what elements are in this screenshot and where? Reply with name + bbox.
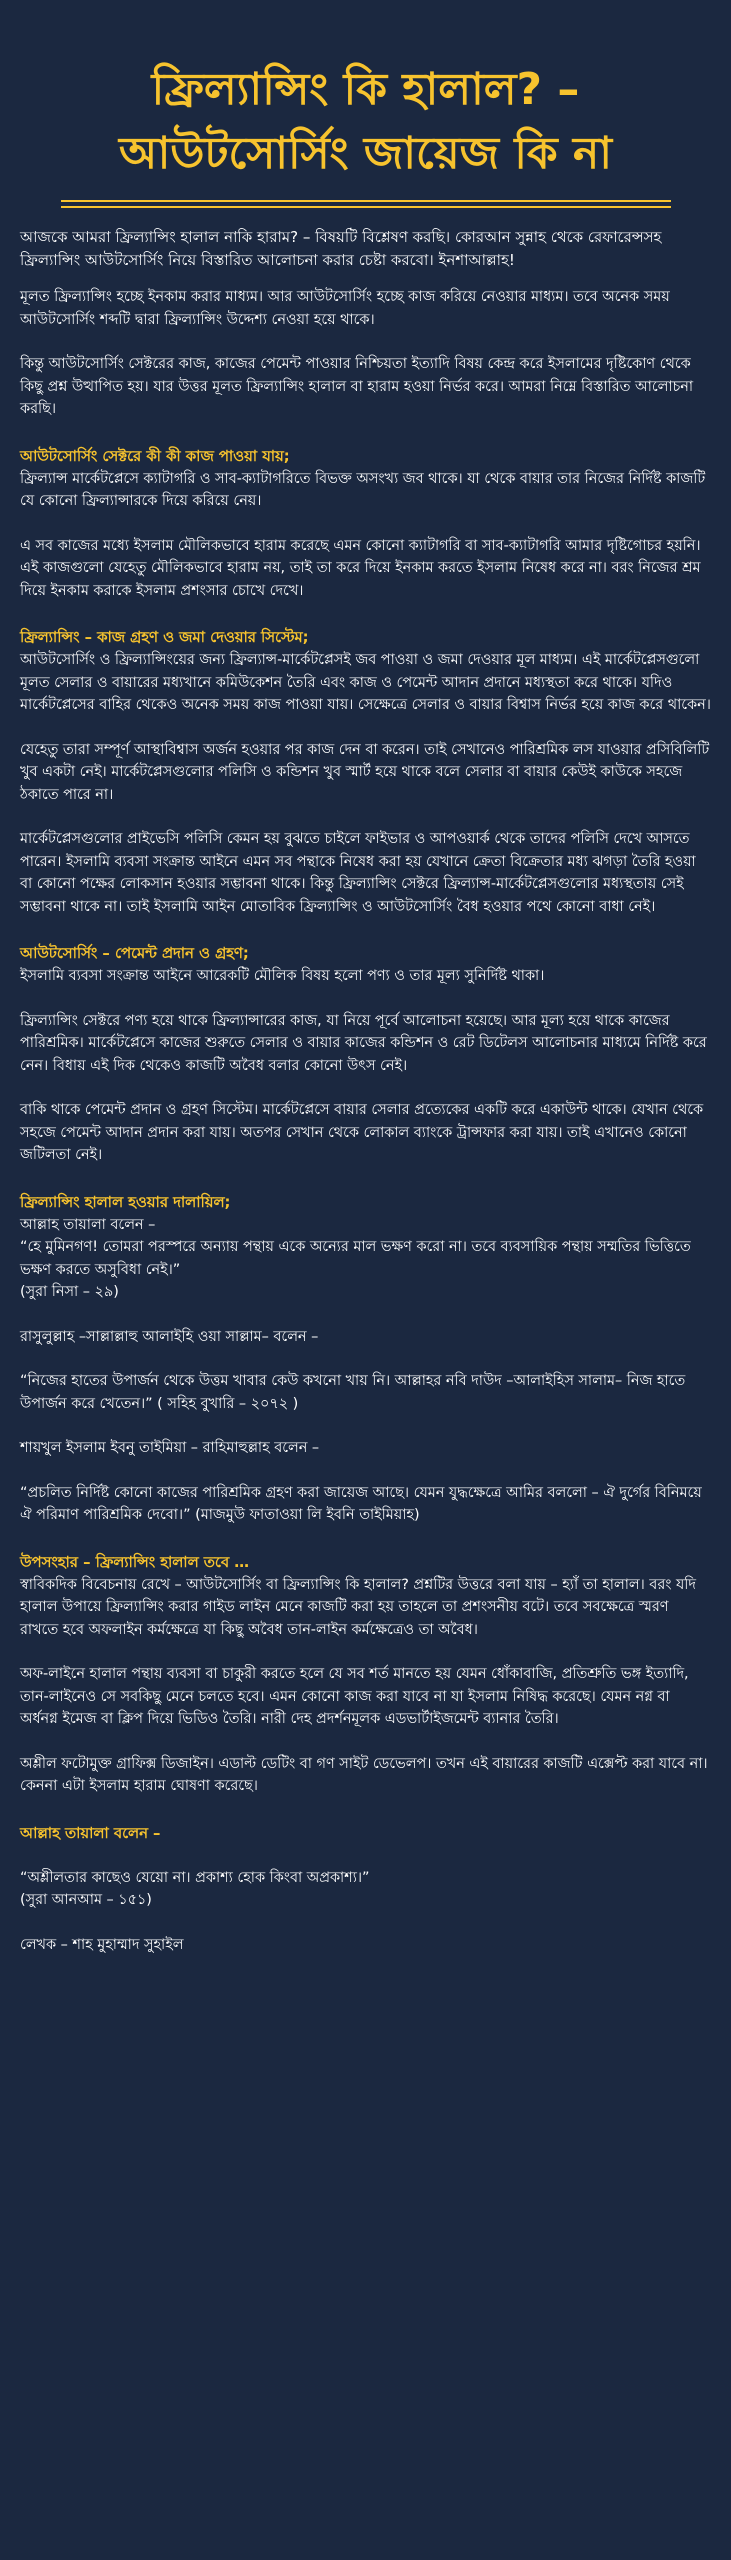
- paragraph: ফ্রিল্যান্সিং সেক্টরে পণ্য হয়ে থাকে ফ্রিল্যান্সারের কাজ, যা নিয়ে পূর্বে আলোচনা হয়েছে। আর মূল্য হয়ে থাকে কাজের পারিশ্রমিক। মার্কেটপ্লেসে কাজের শুরুতে সেলার ও বায়ার কাজের কন্ডিশন ও রেট ডিটেলস আলোচনার মাধ্যমে নির্দিষ্ট করে নেন। বিধায় এই দিক থেকেও কাজটি অবৈধ বলার কোনো উৎস নেই।: [20, 1012, 707, 1074]
- paragraph: কিন্তু আউটসোর্সিং সেক্টরের কাজ, কাজের পেমেন্ট পাওয়ার নিশ্চিয়তা ইত্যাদি বিষয় কেন্দ্র করে ইসলামের দৃষ্টিকোণ থেকে কিছু প্রশ্ন উত্থাপিত হয়। যার উত্তর মূলত ফ্রিল্যান্সিং হালাল বা হারাম হওয়া নির্ভর করে। আমরা নিম্নে বিস্তারিত আলোচনা করছি।: [20, 356, 694, 417]
- paragraph: এ সব কাজের মধ্যে ইসলাম মৌলিকভাবে হারাম করেছে এমন কোনো ক্যাটাগরি বা সাব-ক্যাটাগরি আমার দৃষ্টিগোচর হয়নি। এই কাজগুলো যেহেতু মৌলিকভাবে হারাম নয়, তাই তা করে দিয়ে ইনকাম করতে ইসলাম নিষেধ করে না। বরং নিজের শ্রম দিয়ে ইনকাম করাকে ইসলাম প্রশংসার চোখে দেখে।: [20, 537, 701, 599]
- section-heading-payment: আউটসোর্সিং – পেমেন্ট প্রদান ও গ্রহণ;: [20, 945, 249, 962]
- section-heading-jobs: আউটসোর্সিং সেক্টরে কী কী কাজ পাওয়া যায়;: [20, 447, 290, 465]
- title-divider-bottom: [61, 206, 671, 208]
- section-heading-system: ফ্রিল্যান্সিং – কাজ গ্রহণ ও জমা দেওয়ার সিস্টেম;: [20, 629, 309, 646]
- paragraph: অফ-লাইনে হালাল পন্থায় ব্যবসা বা চাকুরী করতে হলে যে সব শর্ত মানতে হয় যেমন ধোঁকাবাজি, প্রতিশ্রুতি ভঙ্গ ইত্যাদি, তান-লাইনেও সে সবকিছু মেনে চলতে হবে। এমন কোনো কাজ করা যাবে না যা ইসলাম নিষিদ্ধ করেছে। যেমন নগ্ন বা অর্ধনগ্ন ইমেজ বা ক্লিপ দিয়ে ভিডিও তৈরি। নারী দেহ প্রদর্শনমূলক এডভার্টাইজমেন্ট ব্যানার তৈরি।: [20, 1666, 689, 1727]
- author-credit: লেখক – শাহ মুহাম্মাদ সুহাইল: [20, 1936, 184, 1953]
- paragraph: ফ্রিল্যান্স মার্কেটপ্লেসে ক্যাটাগরি ও সাব-ক্যাটাগরিতে বিভক্ত অসংখ্য জব থাকে। যা থেকে বায়ার তার নিজের নির্দিষ্ট কাজটি যে কোনো ফ্রিল্যান্সারকে দিয়ে করিয়ে নেয়।: [20, 470, 706, 509]
- quran-quote-closing: “অশ্লীলতার কাছেও যেয়ো না। প্রকাশ্য হোক কিংবা অপ্রকাশ্য।” (সুরা আনআম – ১৫১): [20, 1869, 370, 1908]
- title-line-1: ফ্রিল্যান্সিং কি হালাল? –: [151, 64, 580, 115]
- section-heading-evidence: ফ্রিল্যান্সিং হালাল হওয়ার দালায়িল;: [20, 1193, 231, 1211]
- section-heading-quote: আল্লাহ তায়ালা বলেন –: [20, 1824, 161, 1842]
- paragraph: মূলত ফ্রিল্যান্সিং হচ্ছে ইনকাম করার মাধ্যম। আর আউটসোর্সিং হচ্ছে কাজ করিয়ে নেওয়ার মাধ্যম। তবে অনেক সময় আউটসোর্সিং শব্দটি দ্বারা ফ্রিল্যান্সিং উদ্দেশ্য নেওয়া হয়ে থাকে।: [20, 289, 670, 328]
- intro-paragraph: আজকে আমরা ফ্রিল্যান্সিং হালাল নাকি হারাম? – বিষয়টি বিশ্লেষণ করছি। কোরআন সুন্নাহ থেকে রেফারেন্সসহ ফ্রিল্যান্সিং আউটসোর্সিং নিয়ে বিস্তারিত আলোচনা করার চেষ্টা করবো। ইনশাআল্লাহ!: [20, 228, 662, 269]
- title-divider-top: [61, 200, 671, 202]
- paragraph: রাসুলুল্লাহ –সাল্লাল্লাহু আলাইহি ওয়া সাল্লাম– বলেন –: [20, 1328, 319, 1345]
- title-line-2: আউটসোর্সিং জায়েজ কি না: [118, 128, 613, 179]
- hadith-quote: “নিজের হাতের উপার্জন থেকে উত্তম খাবার কেউ কখনো খায় নি। আল্লাহর নবি দাউদ –আলাইহিস সালাম– নিজ হাতে উপার্জন করে খেতেন।” ( সহিহ বুখারি – ২০৭২ ): [20, 1373, 686, 1412]
- page-title: [20, 0, 711, 186]
- paragraph: শায়খুল ইসলাম ইবনু তাইমিয়া – রাহিমাহুল্লাহ বলেন –: [20, 1440, 320, 1456]
- scholar-quote: “প্রচলিত নির্দিষ্ট কোনো কাজের পারিশ্রমিক গ্রহণ করা জায়েজ আছে। যেমন যুদ্ধক্ষেত্রে আমির বললো – ঐ দুর্গের বিনিময়ে ঐ পরিমাণ পারিশ্রমিক দেবো।” (মাজমুউ ফাতাওয়া লি ইবনি তাইমিয়াহ): [20, 1484, 702, 1523]
- paragraph: যেহেতু তারা সম্পূর্ণ আস্থাবিশ্বাস অর্জন হওয়ার পর কাজ দেন বা করেন। তাই সেখানেও পারিশ্রমিক লস যাওয়ার প্রসিবিলিটি খুব একটা নেই। মার্কেটপ্লেসগুলোর পলিসি ও কন্ডিশন খুব স্মার্ট হয়ে থাকে বলে সেলার বা বায়ার কেউই কাউকে সহজে ঠকাতে পারে না।: [20, 741, 710, 803]
- paragraph: মার্কেটপ্লেসগুলোর প্রাইভেসি পলিসি কেমন হয় বুঝতে চাইলে ফাইভার ও আপওয়ার্ক থেকে তাদের পলিসি দেখে আসতে পারেন। ইসলামি ব্যবসা সংক্রান্ত আইনে এমন সব পন্থাকে নিষেধ করা হয় যেখানে ক্রেতা বিক্রেতার মধ্য ঝগড়া তৈরি হওয়া বা কোনো পক্ষের লোকসান হওয়ার সম্ভাবনা থাকে। কিন্তু ফ্রিল্যান্সিং সেক্টরে ফ্রিল্যান্স-মার্কেটপ্লেসগুলোর মধ্যস্থতায় সেই সম্ভাবনা থাকে না। তাই ইসলামি আইন মোতাবিক ফ্রিল্যান্সিং ও আউটসোর্সিং বৈধ হওয়ার পথে কোনো বাধা নেই।: [20, 831, 696, 915]
- section-heading-conclusion: উপসংহার – ফ্রিল্যান্সিং হালাল তবে …: [20, 1553, 249, 1571]
- quran-quote: আল্লাহ তায়ালা বলেন – “হে মুমিনগণ! তোমরা পরস্পরে অন্যায় পন্থায় একে অন্যের মাল ভক্ষণ করো না। তবে ব্যবসায়িক পন্থায় সম্মতির ভিত্তিতে ভক্ষণ করতে অসুবিধা নেই।” (সুরা নিসা – ২৯): [20, 1216, 691, 1300]
- paragraph: আউটসোর্সিং ও ফ্রিল্যান্সিংয়ের জন্য ফ্রিল্যান্স-মার্কেটপ্লেসই জব পাওয়া ও জমা দেওয়ার মূল মাধ্যম। এই মার্কেটপ্লেসগুলো মূলত সেলার ও বায়ারের মধ্যখানে কমিউকেশন তৈরি এবং কাজ ও পেমেন্ট আদান প্রদানে মধ্যস্থতা করে থাকে। যদিও মার্কেটপ্লেসের বাহির থেকেও অনেক সময় কাজ পাওয়া যায়। সেক্ষেত্রে সেলার ও বায়ার বিশ্বাস নির্ভর হয়ে কাজ করে থাকেন।: [20, 652, 711, 713]
- paragraph: বাকি থাকে পেমেন্ট প্রদান ও গ্রহণ সিস্টেম। মার্কেটপ্লেসে বায়ার সেলার প্রত্যেকের একটি করে একাউন্ট থাকে। যেখান থেকে সহজে পেমেন্ট আদান প্রদান করা যায়। অতপর সেখান থেকে লোকাল ব্যাংকে ট্রান্সফার করা যায়। তাই এখানেও কোনো জটিলতা নেই।: [20, 1102, 704, 1163]
- paragraph: অশ্লীল ফটোমুক্ত গ্রাফিক্স ডিজাইন। এডাল্ট ডেটিং বা গণ সাইট ডেভেলপ। তখন এই বায়ারের কাজটি এক্সেপ্ট করা যাবে না। কেননা এটা ইসলাম হারাম ঘোষণা করেছে।: [20, 1755, 708, 1794]
- paragraph: স্বাবিকদিক বিবেচনায় রেখে – আউটসোর্সিং বা ফ্রিল্যান্সিং কি হালাল? প্রশ্নটির উত্তরে বলা যায় – হ্যাঁ তা হালাল। বরং যদি হালাল উপায়ে ফ্রিল্যান্সিং করার গাইড লাইন মেনে কাজটি করা হয় তাহলে তা প্রশংসনীয় বটে। তবে সবক্ষেত্রে স্মরণ রাখতে হবে অফলাইন কর্মক্ষেত্রে যা কিছু অবৈধ তান-লাইন কর্মক্ষেত্রেও তা অবৈধ।: [20, 1576, 696, 1638]
- paragraph: ইসলামি ব্যবসা সংক্রান্ত আইনে আরেকটি মৌলিক বিষয় হলো পণ্য ও তার মূল্য সুনির্দিষ্ট থাকা।: [20, 968, 545, 984]
